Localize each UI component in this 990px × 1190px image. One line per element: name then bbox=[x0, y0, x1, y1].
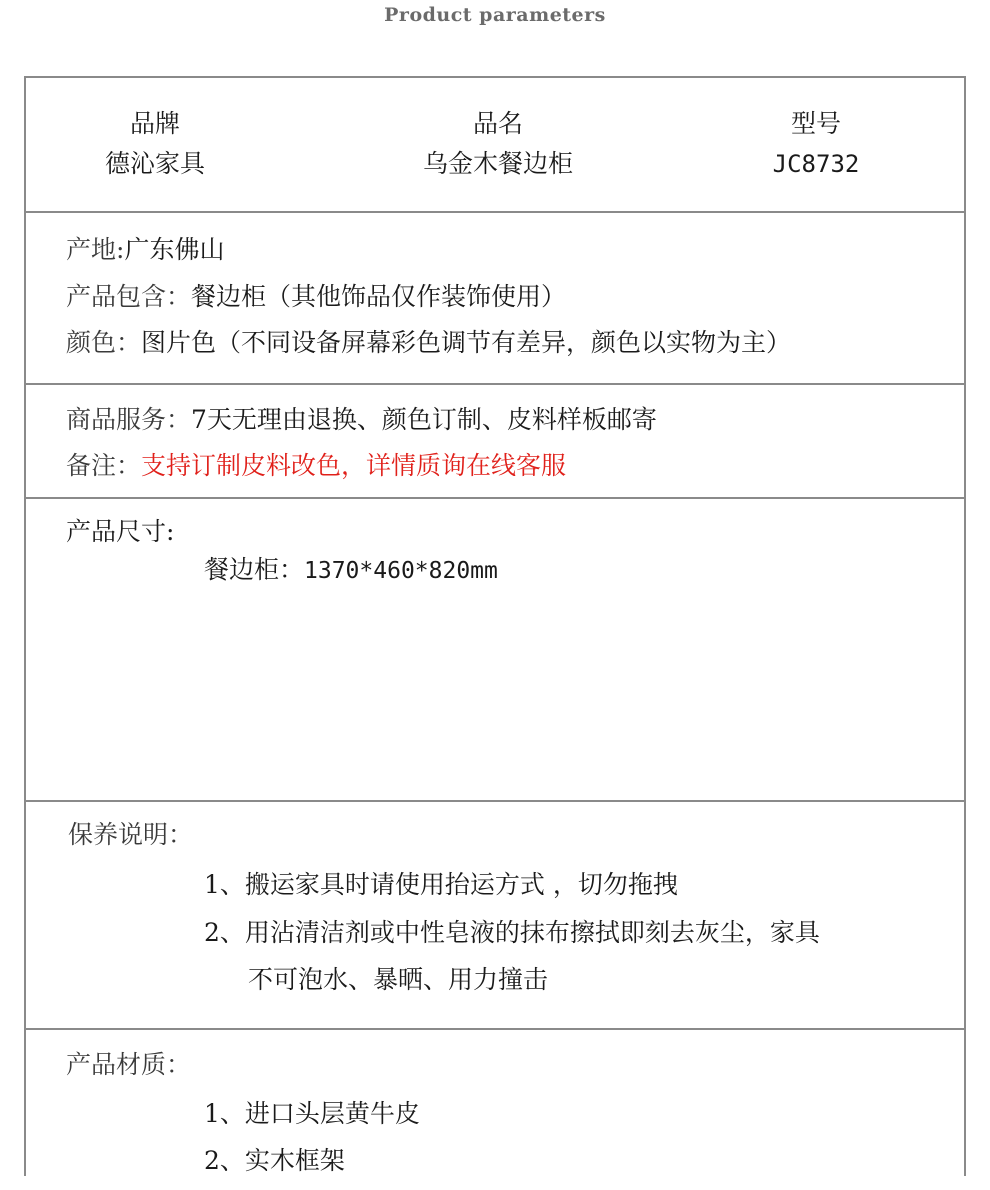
care-item-continued: 不可泡水、暴晒、用力撞击 bbox=[248, 965, 549, 994]
brand-section bbox=[26, 78, 966, 213]
size-item-label: 餐边柜： bbox=[204, 555, 305, 584]
color-label: 颜色： bbox=[66, 328, 142, 357]
package-label: 产品包含： bbox=[66, 282, 192, 311]
product-name-column bbox=[378, 104, 618, 184]
service-row bbox=[66, 403, 657, 437]
product-parameters-table bbox=[24, 76, 966, 1176]
service-value: 7天无理由退换、颜色订制、皮料样板邮寄 bbox=[191, 405, 657, 434]
origin-label: 产地: bbox=[66, 235, 125, 264]
origin-row bbox=[66, 233, 224, 267]
brand-value: 德沁家具 bbox=[104, 149, 205, 178]
service-section bbox=[26, 385, 966, 499]
package-value: 餐边柜（其他饰品仅作装饰使用） bbox=[191, 282, 567, 311]
size-label: 产品尺寸: bbox=[66, 517, 175, 546]
origin-section bbox=[26, 213, 966, 385]
brand-label: 品牌 bbox=[129, 109, 180, 138]
model-value: JC8732 bbox=[772, 150, 860, 178]
care-label: 保养说明： bbox=[68, 820, 194, 849]
note-row bbox=[66, 449, 566, 483]
care-section bbox=[26, 802, 966, 1030]
page-title: Product parameters bbox=[384, 4, 606, 26]
package-row bbox=[66, 280, 566, 314]
product-name-label: 品名 bbox=[472, 109, 523, 138]
color-value: 图片色（不同设备屏幕彩色调节有差异，颜色以实物为主） bbox=[141, 328, 792, 357]
brand-column bbox=[80, 104, 230, 184]
note-value: 支持订制皮料改色，详情质询在线客服 bbox=[141, 451, 567, 480]
origin-value: 广东佛山 bbox=[124, 235, 225, 264]
size-row bbox=[204, 553, 498, 588]
color-row bbox=[66, 326, 791, 360]
material-section bbox=[26, 1030, 966, 1190]
material-item: 2、实木框架 bbox=[204, 1146, 345, 1175]
size-section bbox=[26, 499, 966, 802]
model-label: 型号 bbox=[790, 109, 841, 138]
product-name-value: 乌金木餐边柜 bbox=[422, 149, 573, 178]
service-label: 商品服务： bbox=[66, 405, 192, 434]
size-item-value: 1370*460*820mm bbox=[304, 558, 498, 584]
material-item: 1、进口头层黄牛皮 bbox=[204, 1099, 420, 1128]
model-column bbox=[736, 104, 896, 184]
care-item: 1、搬运家具时请使用抬运方式 ，切勿拖拽 bbox=[204, 870, 678, 899]
care-item: 2、用沾清洁剂或中性皂液的抹布擦拭即刻去灰尘，家具 bbox=[204, 918, 820, 947]
material-label: 产品材质： bbox=[66, 1050, 192, 1079]
note-label: 备注： bbox=[66, 451, 142, 480]
